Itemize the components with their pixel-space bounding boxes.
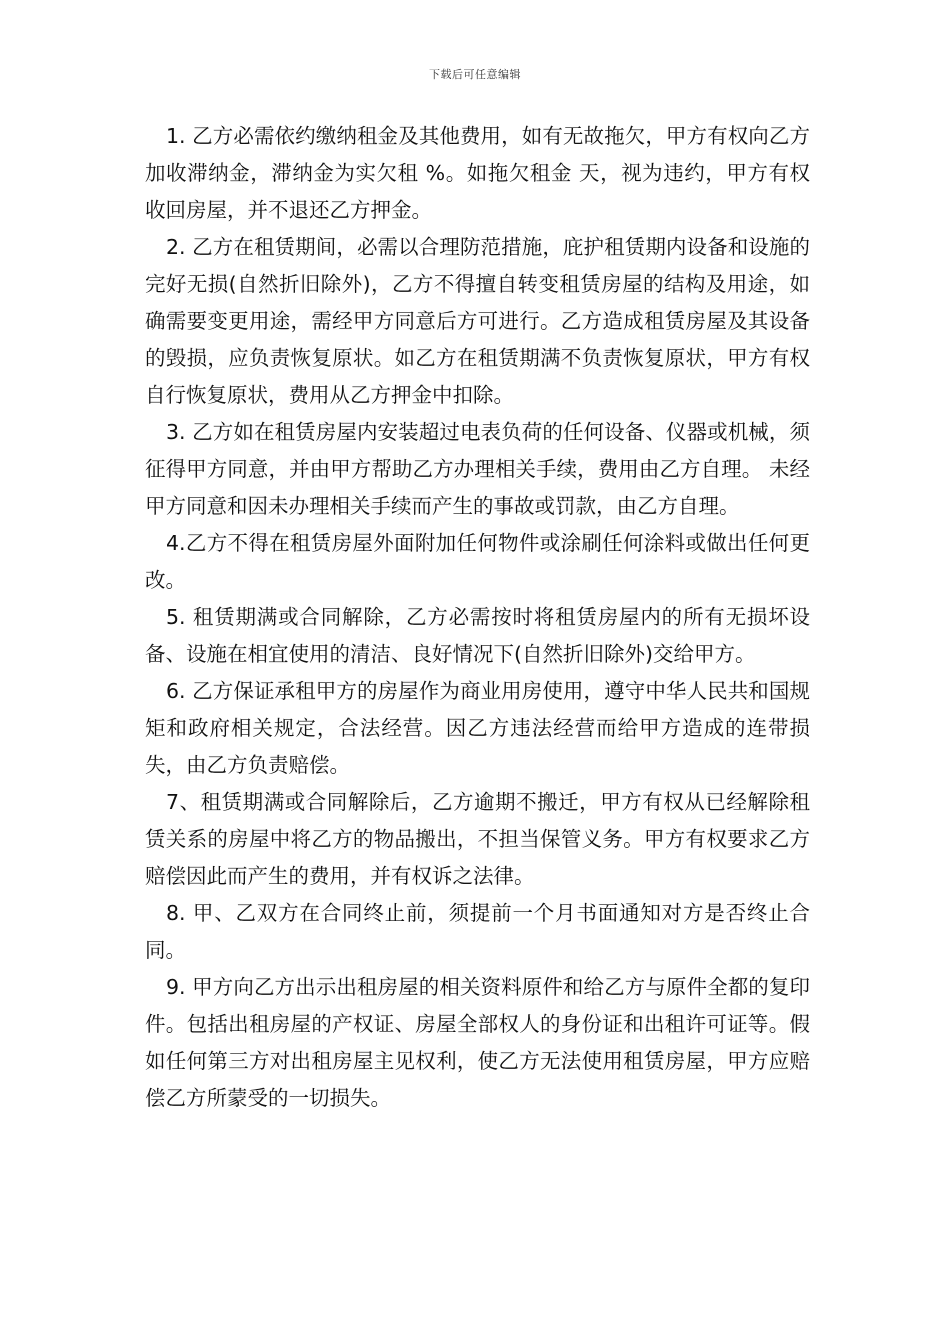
clause-6: 6. 乙方保证承租甲方的房屋作为商业用房使用，遵守中华人民共和国规矩和政府相关规定，合法经营。因乙方违法经营而给甲方造成的连带损失，由乙方负责赔偿。 — [145, 679, 810, 777]
clause-5: 5. 租赁期满或合同解除，乙方必需按时将租赁房屋内的所有无损坏设备、设施在相宜使用的清洁、良好情况下(自然折旧除外)交给甲方。 — [145, 605, 810, 666]
clause-2: 2. 乙方在租赁期间，必需以合理防范措施，庇护租赁期内设备和设施的完好无损(自然折旧除外)，乙方不得擅自转变租赁房屋的结构及用途，如确需要变更用途，需经甲方同意后方可进行。乙方造成租赁房屋及其设备的毁损，应负责恢复原状。如乙方在租赁期满不负责恢复原状，甲方有权自行恢复原状，费用从乙方押金中扣除。 — [145, 235, 810, 407]
contract-body — [145, 118, 810, 1117]
clause-8: 8. 甲、乙双方在合同终止前，须提前一个月书面通知对方是否终止合同。 — [145, 901, 810, 962]
clause-7: 7、租赁期满或合同解除后，乙方逾期不搬迁，甲方有权从已经解除租赁关系的房屋中将乙方的物品搬出，不担当保管义务。甲方有权要求乙方赔偿因此而产生的费用，并有权诉之法律。 — [145, 790, 810, 888]
clause-4: 4.乙方不得在租赁房屋外面附加任何物件或涂刷任何涂料或做出任何更改。 — [145, 531, 810, 592]
page-header: 下载后可任意编辑 — [429, 68, 521, 81]
clause-3: 3. 乙方如在租赁房屋内安装超过电表负荷的任何设备、仪器或机械，须征得甲方同意，并由甲方帮助乙方办理相关手续，费用由乙方自理。 未经甲方同意和因未办理相关手续而产生的事故或罚款，由乙方自理。 — [145, 420, 810, 518]
clause-9: 9. 甲方向乙方出示出租房屋的相关资料原件和给乙方与原件全都的复印件。包括出租房屋的产权证、房屋全部权人的身份证和出租许可证等。假如任何第三方对出租房屋主见权利，使乙方无法使用租赁房屋，甲方应赔偿乙方所蒙受的一切损失。 — [145, 975, 810, 1110]
clause-1: 1. 乙方必需依约缴纳租金及其他费用，如有无故拖欠，甲方有权向乙方加收滞纳金，滞纳金为实欠租 %。如拖欠租金 天，视为违约，甲方有权收回房屋，并不退还乙方押金。 — [145, 124, 810, 222]
